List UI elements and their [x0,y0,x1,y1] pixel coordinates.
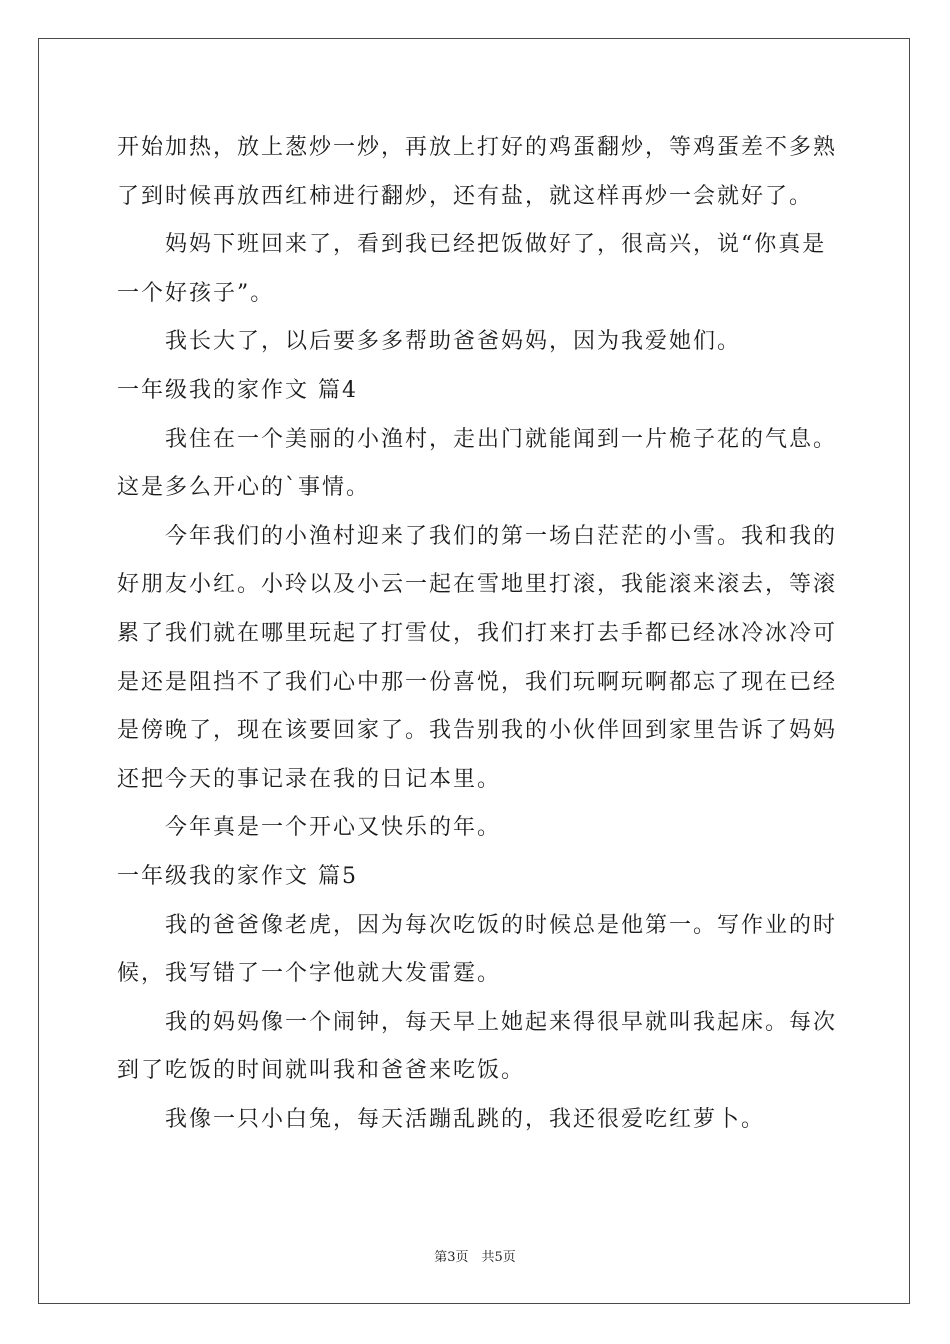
text-line: 这是多么开心的`事情。 [117,475,371,501]
text-line: 到了吃饭的时间就叫我和爸爸来吃饭。 [117,1058,526,1084]
text-line: 好朋友小红。小玲以及小云一起在雪地里打滚，我能滚来滚去，等滚 [117,572,838,598]
text-line: 我的爸爸像老虎，因为每次吃饭的时候总是他第一。写作业的时 [165,912,838,938]
page-number-footer: 第3页 共5页 [434,1250,516,1265]
text-line: 一个好孩子”。 [117,280,275,306]
text-line: 我像一只小白兔，每天活蹦乱跳的，我还很爱吃红萝卜。 [165,1106,766,1132]
text-line: 今年真是一个开心又快乐的年。 [165,815,502,841]
document-body [117,124,837,1144]
text-line: 还把今天的事记录在我的日记本里。 [117,766,502,792]
text-line: 是傍晚了，现在该要回家了。我告别我的小伙伴回到家里告诉了妈妈 [117,718,838,744]
text-line: 我住在一个美丽的小渔村，走出门就能闻到一片桅子花的气息。 [165,426,838,452]
text-line: 妈妈下班回来了，看到我已经把饭做好了，很高兴，说“你真是 [165,232,827,258]
text-line: 累了我们就在哪里玩起了打雪仗，我们打来打去手都已经冰冷冰冷可 [117,620,838,646]
text-line: 了到时候再放西红柿进行翻炒，还有盐，就这样再炒一会就好了。 [117,183,814,209]
text-line: 开始加热，放上葱炒一炒，再放上打好的鸡蛋翻炒，等鸡蛋差不多熟 [117,135,838,160]
text-line: 是还是阻挡不了我们心中那一份喜悦，我们玩啊玩啊都忘了现在已经 [117,669,838,695]
section-heading: 一年级我的家作文 篇5 [117,863,358,889]
text-line: 候，我写错了一个字他就大发雷霆。 [117,961,502,987]
text-line: 我的妈妈像一个闹钟，每天早上她起来得很早就叫我起床。每次 [165,1009,838,1035]
text-line: 我长大了，以后要多多帮助爸爸妈妈，因为我爱她们。 [165,329,742,355]
text-line: 今年我们的小渔村迎来了我们的第一场白茫茫的小雪。我和我的 [165,523,838,549]
section-heading: 一年级我的家作文 篇4 [117,377,358,403]
